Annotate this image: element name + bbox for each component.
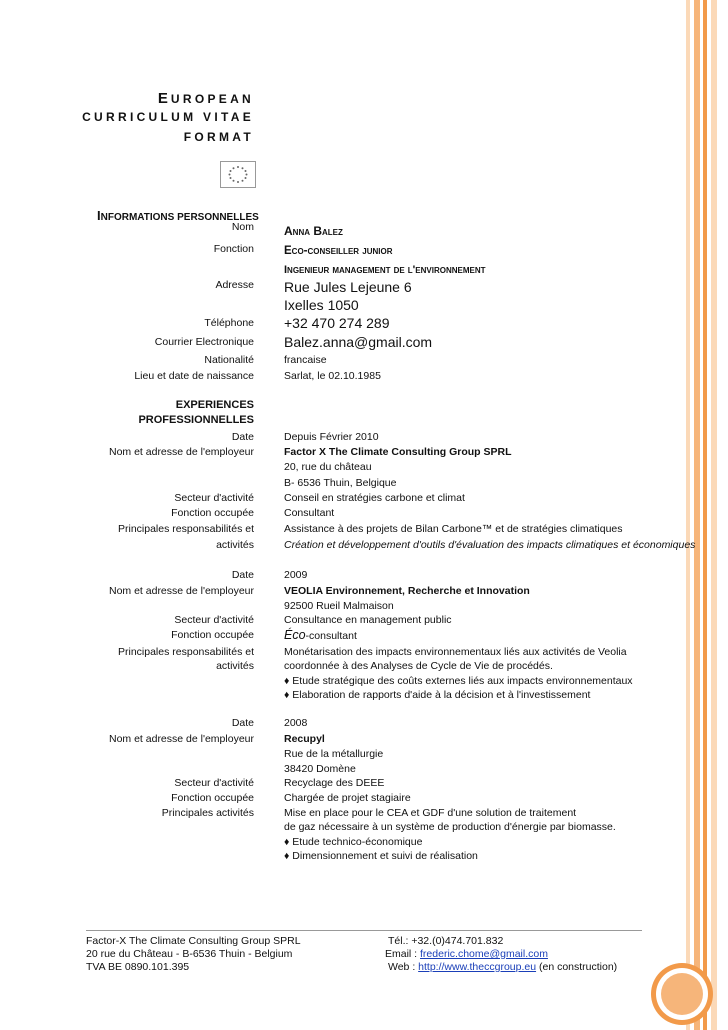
experiences-title-2: PROFESSIONNELLES: [138, 414, 254, 426]
decorative-stripe-3: [703, 0, 707, 1030]
job1-resp-1: Assistance à des projets de Bilan Carbone™ et de stratégies climatiques: [284, 523, 623, 535]
footer-company: Factor-X The Climate Consulting Group SPRL: [86, 935, 301, 947]
job3-employer: Recupyl: [284, 733, 325, 745]
cv-header-line3: FORMAT: [183, 130, 254, 144]
job2-resp-1: Monétarisation des impacts environnementaux liés aux activités de Veolia: [284, 646, 627, 658]
job3-fonction: Chargée de projet stagiaire: [284, 792, 411, 804]
job1-date-label: Date: [231, 431, 254, 443]
job3-fonction-label: Fonction occupée: [171, 792, 254, 804]
job1-fonction-label: Fonction occupée: [171, 507, 254, 519]
job1-fonction: Consultant: [284, 507, 335, 519]
footer-tva: TVA BE 0890.101.395: [86, 961, 190, 973]
cv-header-line2: CURRICULUM VITAE: [82, 110, 254, 124]
job3-activite-2: de gaz nécessaire à un système de production d'énergie par biomasse.: [284, 821, 616, 833]
footer-web: Web : http://www.theccgroup.eu (en construction): [388, 961, 618, 973]
telephone-value: +32 470 274 289: [284, 315, 390, 331]
job2-employer-label: Nom et adresse de l'employeur: [109, 585, 254, 597]
decorative-stripe-1: [686, 0, 690, 1030]
job1-employer-label: Nom et adresse de l'employeur: [109, 446, 254, 458]
nationalite-value: francaise: [284, 354, 327, 366]
job1-address-2: B- 6536 Thuin, Belgique: [284, 477, 397, 489]
job1-secteur: Conseil en stratégies carbone et climat: [284, 492, 465, 504]
job2-resp-4: ♦ Elaboration de rapports d'aide à la décision et à l'investissement: [284, 689, 591, 701]
job3-activites-label: Principales activités: [161, 807, 254, 819]
footer-web-link[interactable]: http://www.theccgroup.eu: [418, 961, 537, 973]
job2-date-label: Date: [231, 569, 254, 581]
job2-date: 2009: [284, 569, 308, 581]
job1-date: Depuis Février 2010: [284, 431, 379, 443]
eu-flag-logo: [220, 161, 256, 188]
job2-resp-2: coordonnée à des Analyses de Cycle de Vie de procédés.: [284, 660, 553, 672]
job3-secteur-label: Secteur d'activité: [174, 777, 254, 789]
adresse-label: Adresse: [215, 279, 254, 291]
decorative-stripe-4: [711, 0, 717, 1030]
job1-secteur-label: Secteur d'activité: [174, 492, 254, 504]
nom-label: Nom: [231, 221, 254, 233]
fonction-value-2: Ingenieur management de l'environnement: [284, 264, 486, 276]
job2-resp-label-1: Principales responsabilités et: [118, 646, 254, 658]
footer-address: 20 rue du Château - B-6536 Thuin - Belgium: [86, 948, 293, 960]
job2-address-1: 92500 Rueil Malmaison: [284, 600, 394, 612]
job2-secteur-label: Secteur d'activité: [174, 614, 254, 626]
footer-divider: [86, 930, 642, 931]
job3-address-2: 38420 Domène: [284, 763, 356, 775]
telephone-label: Téléphone: [204, 317, 254, 329]
job3-date-label: Date: [231, 717, 254, 729]
courrier-label: Courrier Electronique: [154, 336, 254, 348]
experiences-title-1: EXPERIENCES: [175, 399, 254, 411]
lieu-label: Lieu et date de naissance: [134, 370, 254, 382]
adresse-value-1: Rue Jules Lejeune 6: [284, 279, 412, 295]
job3-address-1: Rue de la métallurgie: [284, 748, 384, 760]
job3-date: 2008: [284, 717, 308, 729]
job1-employer: Factor X The Climate Consulting Group SPRL: [284, 446, 512, 458]
decorative-stripe-2: [694, 0, 700, 1030]
fonction-label: Fonction: [213, 243, 254, 255]
job2-fonction: Éco-consultant: [284, 628, 357, 642]
lieu-value: Sarlat, le 02.10.1985: [284, 370, 381, 382]
job3-employer-label: Nom et adresse de l'employeur: [109, 733, 254, 745]
decorative-circle-core: [661, 973, 703, 1015]
cv-header-line1: EUROPEAN: [157, 90, 254, 107]
footer-email-link[interactable]: frederic.chome@gmail.com: [420, 948, 548, 960]
fonction-value-1: Eco-conseiller junior: [284, 245, 393, 257]
job1-resp-label-2: activités: [216, 539, 254, 551]
job2-secteur: Consultance en management public: [284, 614, 452, 626]
nationalite-label: Nationalité: [204, 354, 254, 366]
job2-employer: VEOLIA Environnement, Recherche et Innovation: [284, 585, 530, 597]
job3-activite-1: Mise en place pour le CEA et GDF d'une solution de traitement: [284, 807, 577, 819]
job1-resp-2: Création et développement d'outils d'évaluation des impacts climatiques et économiques: [284, 539, 696, 551]
footer-email: Email : frederic.chome@gmail.com: [385, 948, 548, 960]
job1-address-1: 20, rue du château: [284, 461, 372, 473]
section-title-personal: INFORMATIONS PERSONNELLES: [97, 208, 259, 223]
job2-resp-3: ♦ Etude stratégique des coûts externes liés aux impacts environnementaux: [284, 675, 633, 687]
job2-fonction-label: Fonction occupée: [171, 629, 254, 641]
nom-value: Anna Balez: [284, 224, 343, 238]
footer-tel: Tél.: +32.(0)474.701.832: [388, 935, 504, 947]
adresse-value-2: Ixelles 1050: [284, 297, 359, 313]
job3-activite-3: ♦ Etude technico-économique: [284, 836, 423, 848]
job3-activite-4: ♦ Dimensionnement et suivi de réalisation: [284, 850, 478, 862]
job2-resp-label-2: activités: [216, 660, 254, 672]
job1-resp-label-1: Principales responsabilités et: [118, 523, 254, 535]
job3-secteur: Recyclage des DEEE: [284, 777, 385, 789]
courrier-value: Balez.anna@gmail.com: [284, 334, 433, 350]
